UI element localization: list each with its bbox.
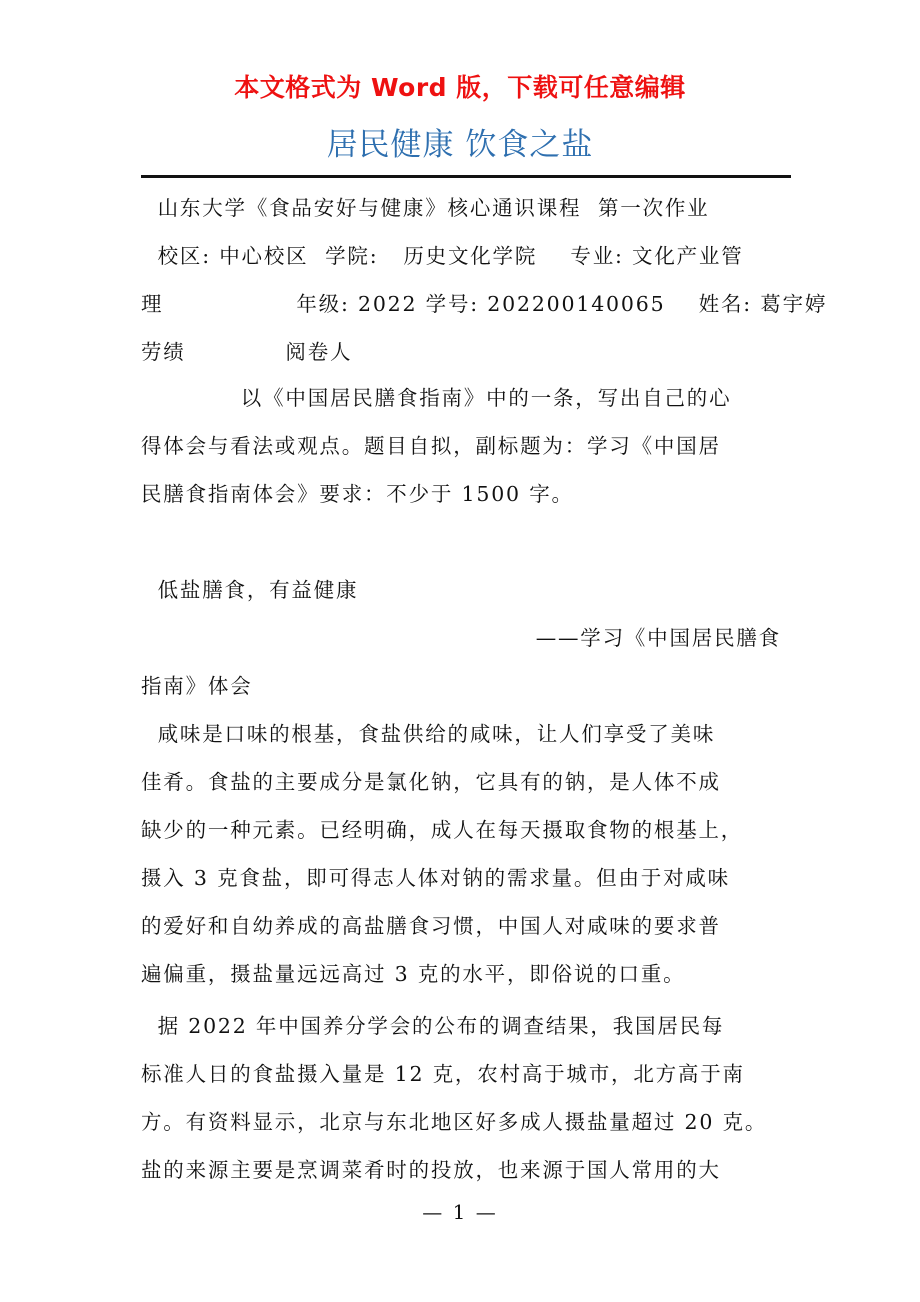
word-format-banner: 本文格式为 Word 版，下载可任意编辑 — [234, 73, 686, 102]
paragraph-line: 据 2022 年中国养分学会的公布的调查结果，我国居民每 — [141, 1014, 725, 1038]
course-info-line: 山东大学《食品安好与健康》核心通识课程 第一次作业 — [141, 196, 710, 220]
assignment-line: 以《中国居民膳食指南》中的一条，写出自己的心 — [141, 386, 732, 410]
essay-title: 低盐膳食，有益健康 — [141, 578, 359, 602]
paragraph-line: 咸味是口味的根基，食盐供给的咸味，让人们享受了美味 — [141, 722, 716, 746]
title-divider — [141, 175, 791, 178]
grade-info-line: 劳绩 阅卷人 — [141, 340, 353, 364]
page-number: — 1 — — [422, 1200, 498, 1224]
paragraph-line: 标准人日的食盐摄入量是 12 克，农村高于城市，北方高于南 — [141, 1062, 745, 1086]
assignment-line: 得体会与看法或观点。题目自拟，副标题为：学习《中国居 — [141, 434, 721, 458]
document-title: 居民健康 饮食之盐 — [326, 127, 594, 163]
paragraph-line: 遍偏重，摄盐量远远高过 3 克的水平，即俗说的口重。 — [141, 962, 686, 986]
paragraph-line: 缺少的一种元素。已经明确，成人在每天摄取食物的根基上， — [141, 818, 744, 842]
paragraph-line: 方。有资料显示，北京与东北地区好多成人摄盐量超过 20 克。 — [141, 1110, 768, 1134]
paragraph-line: 佳肴。食盐的主要成分是氯化钠，它具有的钠，是人体不成 — [141, 770, 721, 794]
campus-info-line: 校区: 中心校区 学院: 历史文化学院 专业: 文化产业管 — [141, 244, 744, 268]
assignment-line: 民膳食指南体会》要求：不少于 1500 字。 — [141, 482, 574, 506]
student-info-line: 理 年级: 2022 学号: 202200140065 姓名: 葛宇婷 — [141, 292, 828, 316]
essay-subtitle: ——学习《中国居民膳食 — [535, 626, 781, 650]
paragraph-line: 的爱好和自幼养成的高盐膳食习惯，中国人对咸味的要求普 — [141, 914, 721, 938]
paragraph-line: 盐的来源主要是烹调菜肴时的投放，也来源于国人常用的大 — [141, 1158, 721, 1182]
paragraph-line: 摄入 3 克食盐，即可得志人体对钠的需求量。但由于对咸味 — [141, 866, 730, 890]
essay-subtitle-continued: 指南》体会 — [141, 674, 253, 698]
